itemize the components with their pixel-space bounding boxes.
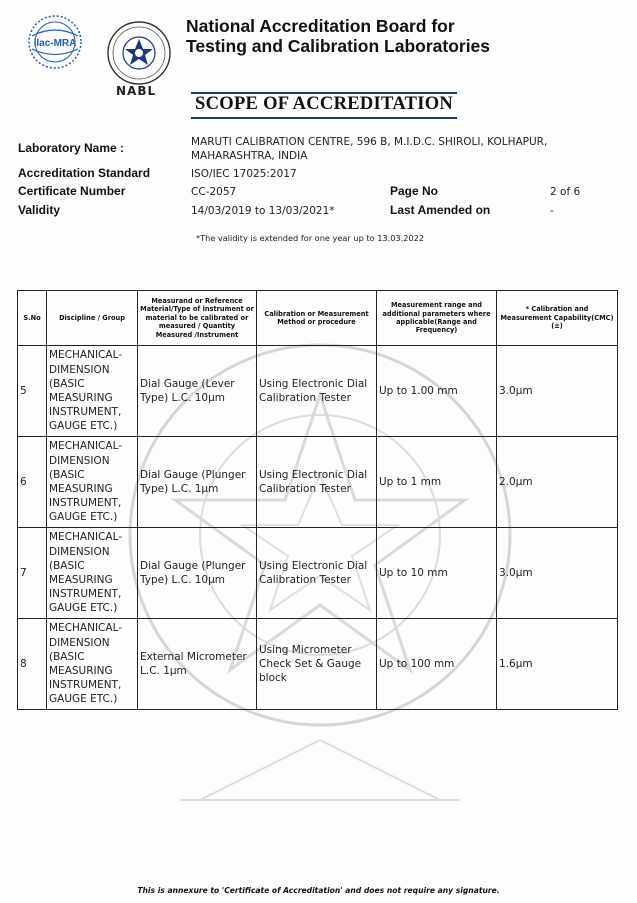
cell-range: Up to 100 mm [377,619,497,710]
organization-title [186,16,626,56]
header-method: Calibration or Measurement Method or procedure [257,291,377,346]
cell-instrument: Dial Gauge (Lever Type) L.C. 10µm [138,346,257,437]
cell-discipline: MECHANICAL- DIMENSION (BASIC MEASURING INSTRUMENT, GAUGE ETC.) [47,619,138,710]
cell-discipline: MECHANICAL- DIMENSION (BASIC MEASURING INSTRUMENT, GAUGE ETC.) [47,528,138,619]
header-range: Measurement range and additional parameters where applicable(Range and Frequency) [377,291,497,346]
last-amended-value: - [550,205,554,217]
table-row [18,528,618,619]
table-row [18,437,618,528]
cell-method: Using Electronic Dial Calibration Tester [257,528,377,619]
table-header-row [18,291,618,346]
header-discipline: Discipline / Group [47,291,138,346]
lab-name-line2: MAHARASHTRA, INDIA [191,150,308,162]
lab-name-line1: MARUTI CALIBRATION CENTRE, 596 B, M.I.D.C. SHIROLI, KOLHAPUR, [191,136,548,148]
organization-title-line1: National Accreditation Board for [186,16,455,36]
scope-table [17,290,618,710]
cell-discipline: MECHANICAL- DIMENSION (BASIC MEASURING INSTRUMENT, GAUGE ETC.) [47,437,138,528]
header-cmc: * Calibration and Measurement Capability(CMC)(±) [497,291,618,346]
cell-sno: 8 [18,619,47,710]
cell-method: Using Electronic Dial Calibration Tester [257,437,377,528]
header-sno: S.No [18,291,47,346]
validity-value: 14/03/2019 to 13/03/2021* [191,205,335,217]
standard-label: Accreditation Standard [18,166,151,180]
certificate-value: CC-2057 [191,186,237,198]
cell-range: Up to 1 mm [377,437,497,528]
cell-instrument: Dial Gauge (Plunger Type) L.C. 1µm [138,437,257,528]
cell-sno: 7 [18,528,47,619]
cell-range: Up to 10 mm [377,528,497,619]
cell-instrument: External Micrometer L.C. 1µm [138,619,257,710]
ilac-logo-text: ilac-MRA [33,38,77,49]
standard-value: ISO/IEC 17025:2017 [191,168,297,180]
cell-discipline: MECHANICAL- DIMENSION (BASIC MEASURING INSTRUMENT, GAUGE ETC.) [47,346,138,437]
scope-title: SCOPE OF ACCREDITATION [191,92,457,119]
page-no-label: Page No [390,184,439,198]
cell-instrument: Dial Gauge (Plunger Type) L.C. 10µm [138,528,257,619]
cell-range: Up to 1.00 mm [377,346,497,437]
footer-annexure-note: This is annexure to 'Certificate of Accreditation' and does not require any signature. [137,886,500,895]
cell-cmc: 1.6µm [497,619,618,710]
nabl-logo-label: NABL [116,84,157,98]
lab-name-value [191,135,611,163]
cell-sno: 6 [18,437,47,528]
certificate-label: Certificate Number [18,184,126,198]
page-no-value: 2 of 6 [550,186,581,198]
table-row [18,619,618,710]
validity-extension-note: *The validity is extended for one year up to 13.03.2022 [196,233,425,243]
lab-name-label: Laboratory Name : [18,141,125,155]
cell-cmc: 2.0µm [497,437,618,528]
ilac-mra-logo [20,14,90,70]
last-amended-label: Last Amended on [390,203,491,217]
cell-cmc: 3.0µm [497,346,618,437]
header-measurand: Measurand or Reference Material/Type of instrument or material to be calibrated or measured / Quantity Measured /Instrument [138,291,257,346]
organization-title-line2: Testing and Calibration Laboratories [186,36,491,56]
cell-sno: 5 [18,346,47,437]
cell-method: Using Micrometer Check Set & Gauge block [257,619,377,710]
cell-method: Using Electronic Dial Calibration Tester [257,346,377,437]
cell-cmc: 3.0µm [497,528,618,619]
table-row [18,346,618,437]
validity-label: Validity [18,203,61,217]
